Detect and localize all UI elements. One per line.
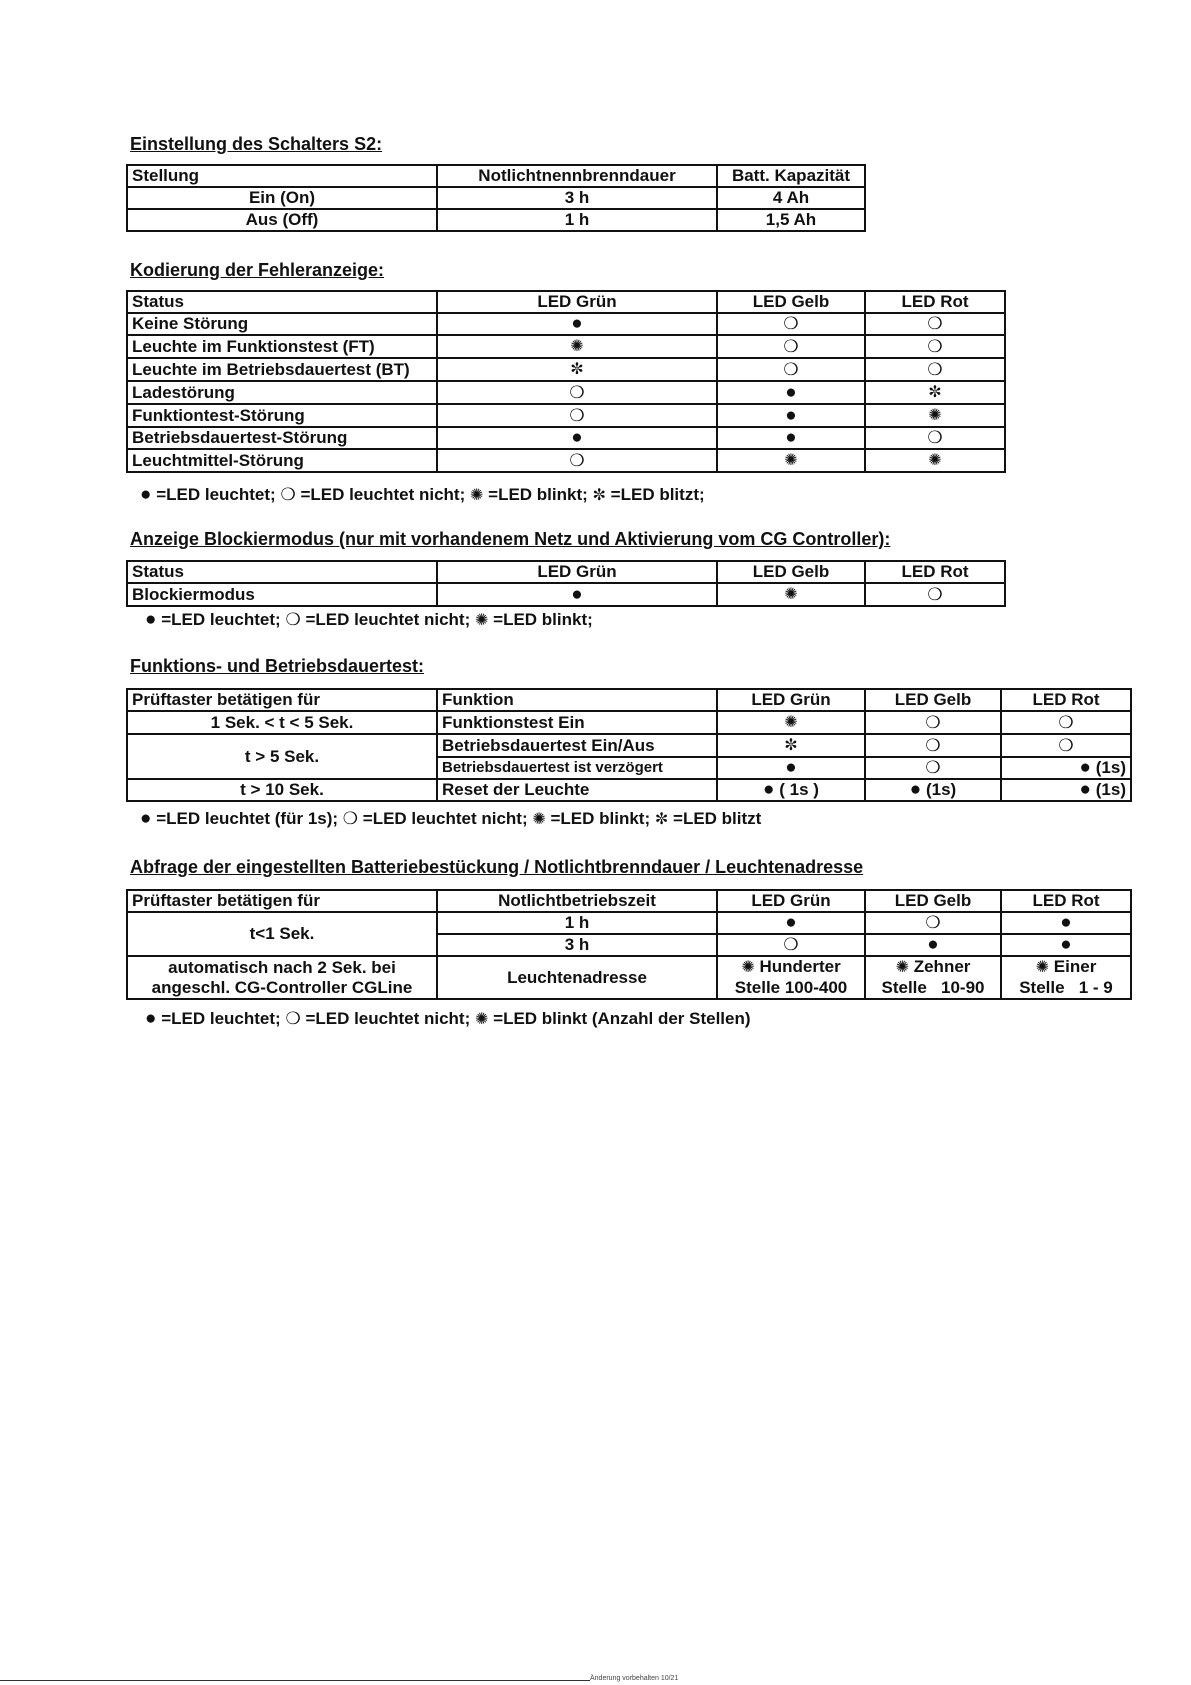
table-row [127,187,865,209]
table-row [127,335,1005,358]
cell-func: Reset der Leuchte [437,779,717,801]
cell: 3 h [437,187,717,209]
cell-led [437,583,717,606]
red-digit-range: Stelle 1 - 9 [1019,978,1113,997]
col-led-gruen: LED Grün [437,291,717,313]
led-blink-icon: ✺ [928,407,942,424]
cell-led [865,381,1005,404]
s2-heading: Kodierung der Fehleranzeige: [130,260,385,280]
col-led-gelb: LED Gelb [717,561,865,583]
cell: Aus (Off) [127,209,437,231]
cell-led [865,779,1001,801]
col-status: Status [127,561,437,583]
cell-status: Betriebsdauertest-Störung [127,427,437,449]
col-funktion: Funktion [437,689,717,711]
cell-led [717,358,865,381]
led-off-icon: ❍ [927,359,943,379]
led-off-icon: ❍ [285,1009,301,1028]
led-on-icon: ● [571,313,583,334]
col-status: Status [127,291,437,313]
cell-led [717,934,865,956]
table-row [127,583,1005,606]
table-header [127,561,1005,583]
s1-heading: Einstellung des Schalters S2: [130,134,383,154]
led-on-icon: ● [1060,912,1072,933]
cell-status: Funktiontest-Störung [127,404,437,427]
cell-led [437,404,717,427]
led-on-icon: ● [1060,934,1072,955]
s4-heading: Funktions- und Betriebsdauertest: [130,656,425,676]
cell-led [1001,779,1131,801]
led-blink-icon: ✺ [784,452,798,469]
col-pruftaster: Prüftaster betätigen für [127,689,437,711]
cell: Ein (On) [127,187,437,209]
cell: 1,5 Ah [717,209,865,231]
legend-blink: =LED blinkt; [550,809,651,828]
col-led-gruen: LED Grün [717,689,865,711]
led-off-icon: ❍ [280,485,296,504]
cell-led [865,358,1005,381]
footer-note: Änderung vorbehalten 10/21 [590,1675,679,1682]
cell-led [865,711,1001,734]
led-blink-icon: ✺ [1035,959,1050,976]
led-flash-icon: ✼ [592,487,606,504]
legend-on: =LED leuchtet; [161,1009,281,1028]
cell-zeit: 3 h [437,934,717,956]
cell-func: Betriebsdauertest Ein/Aus [437,734,717,757]
led-on-icon: ● [927,934,939,955]
table-row [127,313,1005,335]
led-off-icon: ❍ [925,735,941,755]
led-blink-icon: ✺ [784,714,798,731]
cell-led [437,313,717,335]
legend-off: =LED leuchtet nicht; [305,1009,471,1028]
led-off-icon: ❍ [783,359,799,379]
led-on-icon: ● [785,912,797,933]
cell-adresse: Leuchtenadresse [437,956,717,999]
cell-led [865,583,1005,606]
led-on-icon: ● [1079,757,1092,778]
led-blink-icon: ✺ [928,452,942,469]
cell-time: t > 10 Sek. [127,779,437,801]
led-on-icon: ● [140,808,152,829]
s4-table [126,688,1132,802]
green-digit-label: Hunderter [759,957,841,976]
led-on-icon: ● [763,779,775,800]
table-row [127,734,1131,757]
col-pruftaster: Prüftaster betätigen für [127,890,437,912]
cell-led [437,427,717,449]
cell-led [865,734,1001,757]
auto-line2: angeschl. CG-Controller CGLine [151,977,413,997]
cell-status: Blockiermodus [127,583,437,606]
led-off-icon: ❍ [927,314,943,333]
led-blink-icon: ✺ [475,1011,489,1028]
legend-off: =LED leuchtet nicht; [362,809,528,828]
col-led-rot: LED Rot [865,561,1005,583]
s2-table [126,290,1006,473]
led-off-icon: ❍ [1058,712,1074,732]
cell-time: t > 5 Sek. [127,734,437,779]
s5-table [126,889,1132,1000]
led-duration: (1s) [1095,758,1126,777]
col-led-gruen: LED Grün [717,890,865,912]
s5-heading: Abfrage der eingestellten Batteriebestückung / Notlichtbrenndauer / Leuchtenadresse [130,857,864,877]
cell-led [717,734,865,757]
cell-led [1001,956,1131,999]
led-off-icon: ❍ [783,935,799,954]
led-duration: ( 1s ) [779,780,819,799]
col-led-rot: LED Rot [1001,890,1131,912]
cell-led [717,583,865,606]
cell-led [717,711,865,734]
yellow-digit-label: Zehner [913,957,971,976]
cell: 4 Ah [717,187,865,209]
cell-led [1001,734,1131,757]
led-off-icon: ❍ [342,809,359,828]
cell-led [1001,757,1131,779]
led-off-icon: ❍ [927,336,943,356]
led-off-icon: ❍ [783,314,799,333]
led-on-icon: ● [909,779,922,800]
table-row [127,209,865,231]
s5-legend [145,1008,751,1030]
led-flash-icon: ✼ [928,384,942,401]
led-off-icon: ❍ [569,450,585,470]
led-off-icon: ❍ [925,913,941,932]
cell-func: Betriebsdauertest ist verzögert [437,757,717,779]
green-digit-range: Stelle 100-400 [734,978,848,997]
table-row [127,956,1131,999]
led-on-icon: ● [145,609,157,630]
col-led-gelb: LED Gelb [865,890,1001,912]
led-off-icon: ❍ [1058,735,1074,755]
legend-on: =LED leuchtet; [161,610,281,629]
led-off-icon: ❍ [927,584,943,604]
auto-line1: automatisch nach 2 Sek. bei [168,957,396,977]
led-flash-icon: ✼ [784,737,798,754]
col-betriebszeit: Notlichtbetriebszeit [437,890,717,912]
cell-led [717,757,865,779]
cell-led [865,956,1001,999]
table-header [127,890,1131,912]
led-on-icon: ● [140,484,152,505]
table-header [127,689,1131,711]
legend-flash: =LED blitzt; [610,485,705,504]
yellow-digit-range: Stelle 10-90 [881,978,985,997]
led-blink-icon: ✺ [570,338,584,355]
table-header [127,291,1005,313]
cell-led [865,335,1005,358]
col-stellung: Stellung [127,165,437,187]
led-duration: (1s) [925,780,957,799]
col-led-rot: LED Rot [865,291,1005,313]
cell-led [1001,711,1131,734]
cell: 1 h [437,209,717,231]
table-row [127,711,1131,734]
table-row [127,449,1005,472]
cell-led [717,449,865,472]
cell-led [865,313,1005,335]
cell-led [865,449,1005,472]
footer-rule [0,1680,590,1681]
led-on-icon: ● [571,583,583,605]
led-on-icon: ● [571,427,583,448]
led-blink-icon: ✺ [475,612,489,629]
col-kapazitaet: Batt. Kapazität [717,165,865,187]
led-flash-icon: ✼ [654,811,669,828]
col-nennbrenndauer: Notlichtnennbrenndauer [437,165,717,187]
table-row [127,381,1005,404]
cell-led [865,404,1005,427]
led-on-icon: ● [1079,779,1092,800]
cell-led [437,381,717,404]
cell-status: Ladestörung [127,381,437,404]
cell-led [865,427,1005,449]
legend-off: =LED leuchtet nicht; [305,610,471,629]
led-blink-icon: ✺ [895,959,909,976]
cell-func: Funktionstest Ein [437,711,717,734]
red-digit-label: Einer [1053,957,1097,976]
led-off-icon: ❍ [925,712,941,732]
cell-led [437,335,717,358]
led-duration: (1s) [1095,780,1126,799]
cell-led [717,381,865,404]
led-on-icon: ● [785,404,797,426]
legend-on: =LED leuchtet; [156,485,276,504]
cell-zeit: 1 h [437,912,717,934]
cell-status: Leuchte im Betriebsdauertest (BT) [127,358,437,381]
legend-blink: =LED blinkt; [488,485,588,504]
legend-flash: =LED blitzt [673,809,762,828]
legend-off: =LED leuchtet nicht; [300,485,466,504]
cell-led [865,757,1001,779]
led-off-icon: ❍ [285,610,301,629]
col-led-gruen: LED Grün [437,561,717,583]
cell-time: t<1 Sek. [127,912,437,956]
s3-heading: Anzeige Blockiermodus (nur mit vorhandenem Netz und Aktivierung vom CG Controller): [130,529,891,549]
cell-led [437,449,717,472]
table-row [127,427,1005,449]
legend-on: =LED leuchtet (für 1s); [156,809,339,828]
cell-led [717,779,865,801]
led-on-icon: ● [145,1008,157,1029]
led-off-icon: ❍ [569,405,585,425]
col-led-gelb: LED Gelb [717,291,865,313]
cell-led [437,358,717,381]
table-row [127,404,1005,427]
cell-status: Leuchte im Funktionstest (FT) [127,335,437,358]
cell-led [717,956,865,999]
led-off-icon: ❍ [783,336,799,356]
table-row [127,779,1131,801]
s4-legend [140,808,761,830]
table-row [127,358,1005,381]
led-off-icon: ❍ [925,758,941,777]
led-blink-icon: ✺ [470,487,484,504]
cell-led [865,934,1001,956]
s3-table [126,560,1006,607]
cell-led [717,912,865,934]
led-off-icon: ❍ [927,428,943,447]
s1-table [126,164,866,232]
cell-led [717,427,865,449]
led-flash-icon: ✼ [570,361,584,378]
col-led-gelb: LED Gelb [865,689,1001,711]
led-on-icon: ● [785,381,797,403]
cell-led [717,335,865,358]
led-on-icon: ● [785,757,797,778]
legend-blink: =LED blinkt (Anzahl der Stellen) [493,1009,751,1028]
s3-legend [145,609,593,631]
led-on-icon: ● [785,427,797,448]
table-row [127,912,1131,934]
led-off-icon: ❍ [569,382,585,402]
cell-led [1001,934,1131,956]
s2-legend [140,484,705,506]
table-header [127,165,865,187]
cell-led [717,404,865,427]
led-blink-icon: ✺ [741,959,755,976]
led-blink-icon: ✺ [784,586,798,603]
cell-led [717,313,865,335]
cell-time: 1 Sek. < t < 5 Sek. [127,711,437,734]
cell-led [865,912,1001,934]
cell-status: Leuchtmittel-Störung [127,449,437,472]
col-led-rot: LED Rot [1001,689,1131,711]
legend-blink: =LED blinkt; [493,610,593,629]
cell-led [1001,912,1131,934]
cell-auto [127,956,437,999]
cell-status: Keine Störung [127,313,437,335]
led-blink-icon: ✺ [532,811,546,828]
